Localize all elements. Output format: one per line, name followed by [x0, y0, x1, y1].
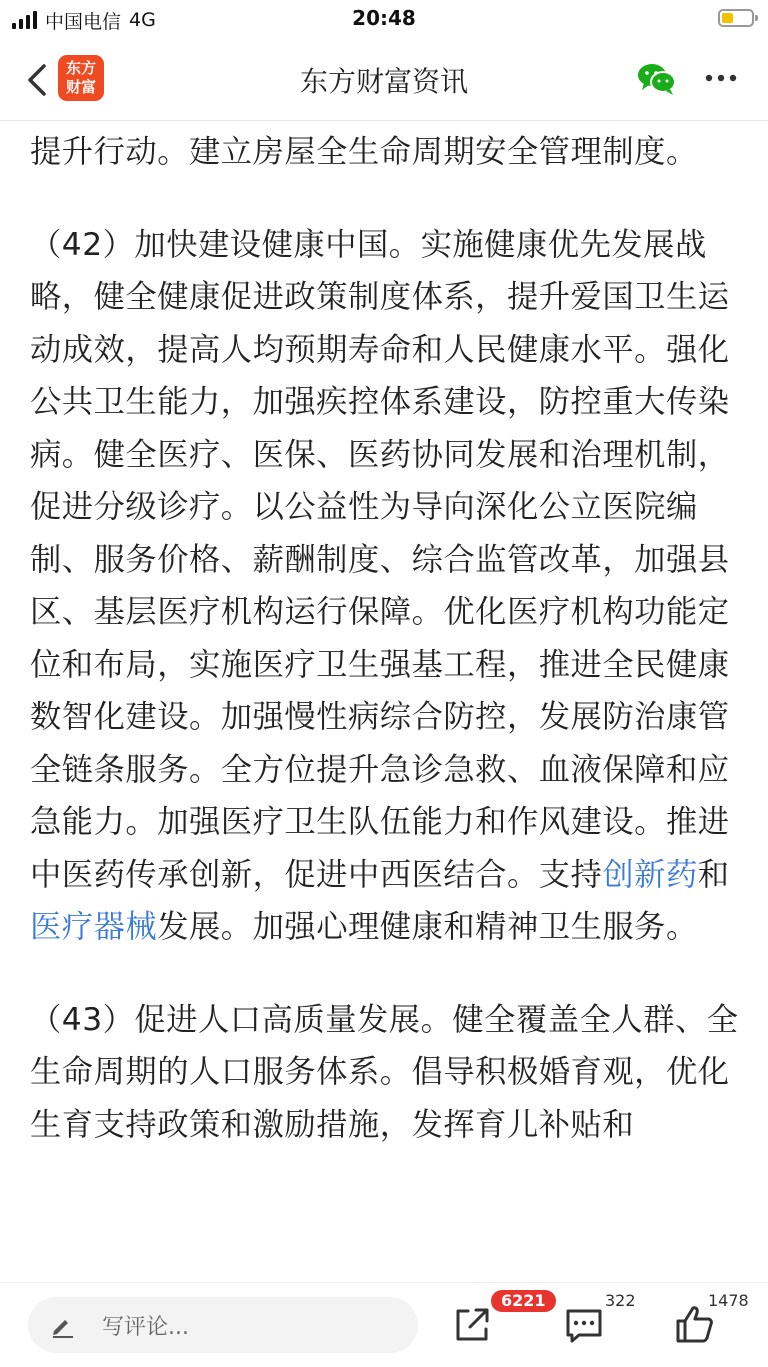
battery-icon: [718, 9, 754, 27]
page-title: 东方财富资讯: [299, 65, 468, 98]
logo-line1: 东方: [65, 59, 96, 77]
logo-line2: 财富: [65, 78, 96, 96]
share-count-badge: 6221: [491, 1290, 556, 1312]
carrier-label: 中国电信: [45, 10, 122, 33]
network-label: 4G: [129, 9, 156, 31]
status-bar: [0, 0, 768, 40]
comment-icon[interactable]: [563, 1305, 605, 1345]
comment-input[interactable]: [28, 1297, 418, 1353]
bottom-action-bar: [0, 1282, 768, 1367]
paragraph-text: 发展。加强心理健康和精神卫生服务。: [157, 909, 698, 945]
comment-count: 322: [605, 1291, 636, 1310]
article-body: [30, 126, 742, 1282]
paragraph-text: 和: [697, 856, 730, 893]
article-paragraph-42: [30, 219, 742, 954]
paragraph-text: （42）加快建设健康中国。实施健康优先发展战略，健全健康促进政策制度体系，提升爱国卫生运动成效，提高人均预期寿命和人民健康水平。强化公共卫生能力，加强疾控体系建设，防控重大传染病。健全医疗、医保、医药协同发展和治理机制，促进分级诊疗。以公益性为导向深化公立医院编制、服务价格、薪酬制度、综合监管改革，加强县区、基层医疗机构运行保障。优化医疗机构功能定位和布局，实施医疗卫生强基工程，推进全民健康数智化建设。加强慢性病综合防控，发展防治康管全链条服务。全方位提升急诊急救、血液保障和应急能力。加强医疗卫生队伍能力和作风建设。推进中医药传承创新，促进中西医结合。支持: [30, 226, 730, 893]
pen-icon: [50, 1312, 76, 1338]
stock-link-innovative-drugs[interactable]: 创新药: [602, 856, 698, 893]
article-paragraph: 提升行动。建立房屋全生命周期安全管理制度。: [30, 134, 698, 170]
like-count: 1478: [708, 1291, 749, 1310]
share-icon[interactable]: [452, 1305, 492, 1345]
stock-link-medical-devices[interactable]: 医疗器械: [30, 909, 158, 945]
nav-bar: [0, 40, 768, 121]
comment-placeholder: 写评论...: [102, 1315, 189, 1340]
wechat-share-icon[interactable]: [636, 62, 678, 96]
article-paragraph-43: （43）促进人口高质量发展。健全覆盖全人群、全生命周期的人口服务体系。倡导积极婚育观，优化生育支持政策和激励措施，发挥育儿补贴和: [30, 1001, 739, 1143]
status-time: 20:48: [352, 6, 416, 30]
more-icon[interactable]: [703, 68, 739, 88]
